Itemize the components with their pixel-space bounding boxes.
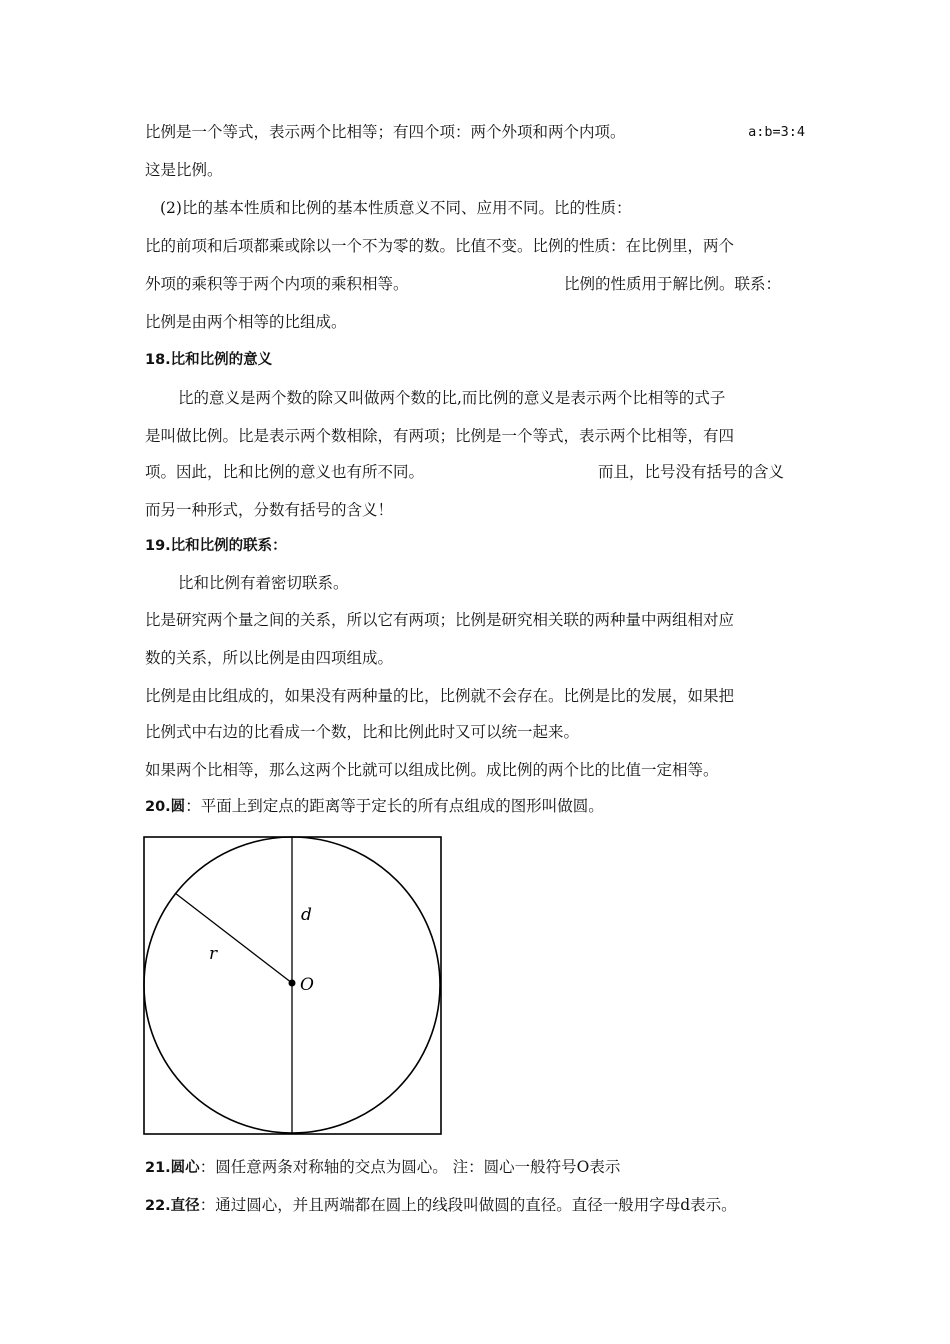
paragraph-line: 比是研究两个量之间的关系，所以它有两项；比例是研究相关联的两种量中两组相对应	[145, 611, 735, 629]
paragraph-line: 比例式中右边的比看成一个数，比和比例此时又可以统一起来。	[145, 723, 580, 741]
paragraph-line: 外项的乘积等于两个内项的乘积相等。	[145, 275, 409, 293]
term-label: 22.直径	[145, 1198, 200, 1214]
term-label: 20.圆	[145, 799, 186, 815]
diameter-label: d	[301, 905, 312, 925]
paragraph-line: 如果两个比相等，那么这两个比就可以组成比例。成比例的两个比的比值一定相等。	[145, 761, 719, 779]
definition-circle	[145, 796, 604, 817]
center-point	[289, 980, 296, 987]
definition-text: ：圆任意两条对称轴的交点为圆心。 注：圆心一般符号O表示	[199, 1158, 621, 1176]
center-label: O	[300, 975, 314, 995]
paragraph-line: 比的前项和后项都乘或除以一个不为零的数。比值不变。比例的性质：在比例里，两个	[145, 237, 735, 255]
paragraph-line: 比的意义是两个数的除又叫做两个数的比,而比例的意义是表示两个比相等的式子	[178, 389, 726, 407]
paragraph-line: 比例是一个等式，表示两个比相等；有四个项：两个外项和两个内项。	[145, 123, 626, 141]
paragraph-line: 数的关系，所以比例是由四项组成。	[145, 649, 394, 667]
paragraph-line: 项。因此，比和比例的意义也有所不同。	[145, 463, 425, 481]
paragraph-line: 是叫做比例。比是表示两个数相除，有两项；比例是一个等式，表示两个比相等，有四	[145, 427, 735, 445]
paragraph-line: 比和比例有着密切联系。	[178, 574, 349, 592]
paragraph-line: 而另一种形式，分数有括号的含义！	[145, 501, 394, 519]
radius-label: r	[209, 944, 218, 964]
paragraph-line: 比例的性质用于解比例。联系：	[564, 275, 782, 293]
paragraph-line: 比例是由比组成的，如果没有两种量的比，比例就不会存在。比例是比的发展，如果把	[145, 687, 735, 705]
section-heading-18: 18.比和比例的意义	[145, 352, 273, 368]
definition-center	[145, 1157, 620, 1178]
paragraph-line: 而且，比号没有括号的含义	[598, 463, 785, 481]
circle-diagram	[143, 836, 443, 1136]
definition-text: ：通过圆心，并且两端都在圆上的线段叫做圆的直径。直径一般用字母d表示。	[199, 1196, 737, 1214]
term-label: 21.圆心	[145, 1160, 200, 1176]
paragraph-line: 这是比例。	[145, 161, 223, 179]
ratio-example: a:b=3:4	[748, 124, 805, 140]
paragraph-line: (2)比的基本性质和比例的基本性质意义不同、应用不同。比的性质：	[160, 199, 632, 217]
definition-text: ：平面上到定点的距离等于定长的所有点组成的图形叫做圆。	[185, 797, 604, 815]
section-heading-19: 19.比和比例的联系：	[145, 538, 287, 554]
paragraph-line: 比例是由两个相等的比组成。	[145, 313, 347, 331]
definition-diameter	[145, 1195, 737, 1216]
